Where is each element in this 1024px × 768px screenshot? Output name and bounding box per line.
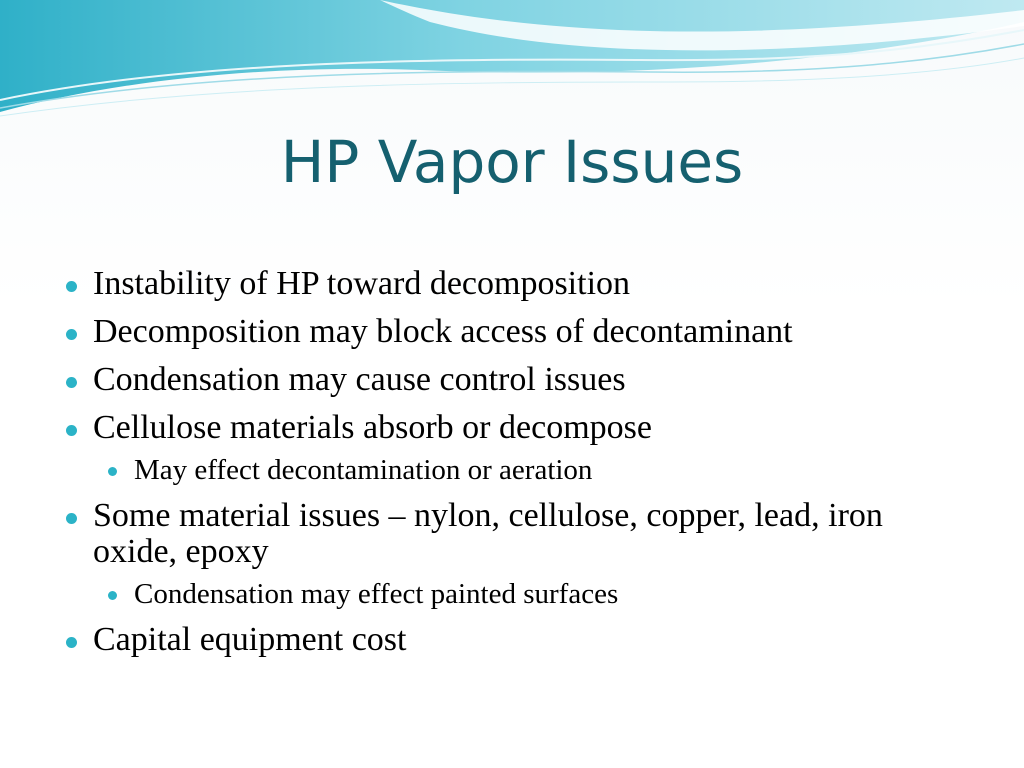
sub-bullet-dot-icon bbox=[108, 591, 117, 600]
bullet-text: Condensation may cause control issues bbox=[93, 361, 626, 398]
bullet-text: Cellulose materials absorb or decompose bbox=[93, 409, 652, 446]
bullet-dot-icon bbox=[66, 281, 77, 292]
bullet-item bbox=[62, 410, 962, 446]
bullet-item bbox=[62, 266, 962, 302]
bullet-list bbox=[62, 266, 962, 670]
bullet-dot-icon bbox=[66, 329, 77, 340]
bullet-dot-icon bbox=[66, 637, 77, 648]
bullet-text: Capital equipment cost bbox=[93, 621, 407, 658]
bullet-dot-icon bbox=[66, 513, 77, 524]
wave-header-decoration bbox=[0, 0, 1024, 130]
bullet-text: Instability of HP toward decomposition bbox=[93, 265, 631, 302]
sub-bullet-text: May effect decontamination or aeration bbox=[134, 454, 593, 486]
bullet-text: Some material issues – nylon, cellulose, copper, lead, iron oxide, epoxy bbox=[93, 497, 883, 570]
sub-bullet-item bbox=[62, 578, 962, 610]
sub-bullet-dot-icon bbox=[108, 467, 117, 476]
sub-bullet-text: Condensation may effect painted surfaces bbox=[134, 578, 619, 610]
bullet-item bbox=[62, 498, 962, 570]
bullet-item bbox=[62, 362, 962, 398]
sub-bullet-item bbox=[62, 454, 962, 486]
slide-title: HP Vapor Issues bbox=[280, 128, 744, 196]
bullet-dot-icon bbox=[66, 377, 77, 388]
bullet-text: Decomposition may block access of decontaminant bbox=[93, 313, 793, 350]
bullet-item bbox=[62, 314, 962, 350]
bullet-item bbox=[62, 622, 962, 658]
bullet-dot-icon bbox=[66, 425, 77, 436]
